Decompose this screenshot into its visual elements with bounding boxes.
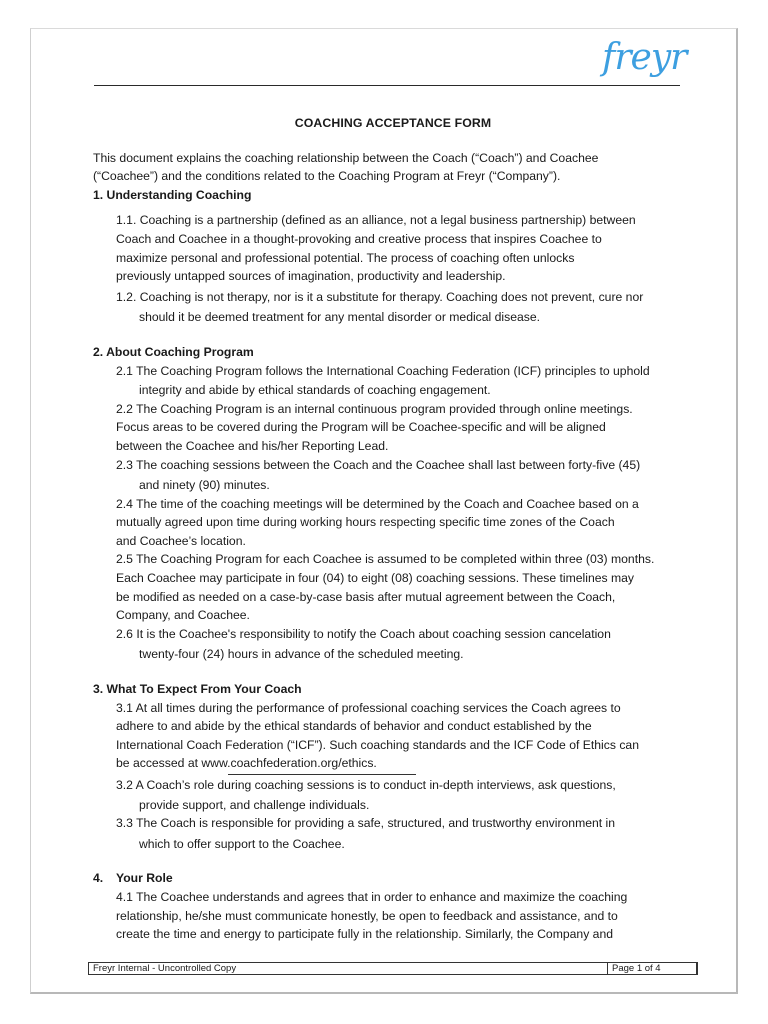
clause-2-5	[116, 550, 693, 624]
clause-line: and Coachee’s location.	[116, 533, 246, 548]
clause-line: 2.3 The coaching sessions between the Coach and the Coachee shall last between forty-five (45)	[116, 457, 641, 472]
clause-line: Coach and Coachee in a thought-provoking and creative process that inspires Coachee to	[116, 231, 602, 246]
clause-4-1	[116, 888, 693, 944]
section-4-title: Your Role	[116, 871, 173, 886]
footer-label: Freyr Internal - Uncontrolled Copy	[93, 963, 237, 974]
clause-line: previously untapped sources of imagination, productivity and leadership.	[116, 269, 506, 284]
clause-line: Each Coachee may participate in four (04) to eight (08) coaching sessions. These timelines may	[116, 571, 635, 586]
clause-2-2	[116, 400, 693, 456]
section-2-heading: 2. About Coaching Program	[93, 344, 254, 359]
clause-continuation: should it be deemed treatment for any mental disorder or medical disease.	[139, 310, 541, 325]
clause-continuation: and ninety (90) minutes.	[139, 478, 270, 493]
clause-line: maximize personal and professional potential. The process of coaching often unlocks	[116, 250, 575, 265]
clause-line: be accessed at www.coachfederation.org/ethics.	[116, 756, 377, 771]
clause-line: 2.2 The Coaching Program is an internal continuous program provided through online meetings.	[116, 401, 633, 416]
clause-line: 2.4 The time of the coaching meetings will be determined by the Coach and Coachee based on a	[116, 496, 639, 511]
clause-2-3	[116, 456, 693, 495]
intro-paragraph	[93, 149, 693, 186]
clause-line: be modified as needed on a case-by-case basis after mutual agreement between the Coach,	[116, 589, 616, 604]
footer	[88, 962, 698, 975]
clause-continuation: twenty-four (24) hours in advance of the scheduled meeting.	[139, 647, 464, 662]
clause-line: 3.1 At all times during the performance of professional coaching services the Coach agrees to	[116, 700, 621, 715]
clause-line: 3.2 A Coach’s role during coaching sessions is to conduct in-depth interviews, ask questions,	[116, 778, 616, 792]
clause-line: 4.1 The Coachee understands and agrees that in order to enhance and maximize the coaching	[116, 889, 628, 904]
clause-line: 1.2. Coaching is not therapy, nor is it a substitute for therapy. Coaching does not prevent, cure nor	[116, 289, 644, 304]
clause-line: adhere to and abide by the ethical standards of behavior and conduct established by the	[116, 719, 592, 734]
section-1-heading: 1. Understanding Coaching	[93, 187, 252, 202]
section-4-heading	[93, 869, 693, 888]
clause-line: 1.1. Coaching is a partnership (defined as an alliance, not a legal business partnership) between	[116, 213, 636, 228]
clause-line: Company, and Coachee.	[116, 608, 250, 623]
link-underline	[228, 774, 416, 775]
clause-line: create the time and energy to participate fully in the relationship. Similarly, the Company and	[116, 927, 614, 942]
clause-line: 3.3 The Coach is responsible for providing a safe, structured, and trustworthy environment in	[116, 816, 616, 831]
freyr-logo: freyr	[602, 37, 687, 78]
clause-line: mutually agreed upon time during working hours respecting specific time zones of the Coach	[116, 515, 615, 530]
page-number: Page 1 of 4	[607, 962, 697, 975]
clause-line: 2.5 The Coaching Program for each Coachee is assumed to be completed within three (03) months.	[116, 552, 655, 567]
clause-2-1	[116, 362, 693, 400]
section-3-heading: 3. What To Expect From Your Coach	[93, 682, 302, 697]
clause-line: 2.6 It is the Coachee's responsibility to notify the Coach about coaching session cancelation	[116, 626, 611, 641]
intro-line: (“Coachee”) and the conditions related to the Coaching Program at Freyr (“Company”).	[93, 169, 561, 184]
clause-continuation: integrity and abide by ethical standards of coaching engagement.	[139, 383, 491, 398]
clause-line: 2.1 The Coaching Program follows the International Coaching Federation (ICF) principles to uphold	[116, 363, 650, 378]
intro-line: This document explains the coaching relationship between the Coach (“Coach”) and Coachee	[93, 150, 599, 165]
clause-2-4	[116, 495, 693, 551]
clause-line: relationship, he/she must communicate honestly, be open to feedback and assistance, and to	[116, 908, 618, 923]
clause-3-3	[116, 814, 693, 853]
section-4-number: 4.	[93, 871, 104, 886]
clause-2-6	[116, 625, 693, 664]
clause-continuation: which to offer support to the Coachee.	[139, 836, 345, 851]
document-title: COACHING ACCEPTANCE FORM	[294, 116, 492, 130]
clause-line: between the Coachee and his/her Reporting Lead.	[116, 438, 389, 453]
clause-3-1	[116, 699, 693, 773]
document-body	[93, 114, 693, 944]
clause-line: International Coach Federation (“ICF”). Such coaching standards and the ICF Code of Ethics can	[116, 737, 639, 752]
clause-3-2	[116, 776, 693, 814]
clause-1-1	[116, 211, 693, 285]
clause-line: Focus areas to be covered during the Program will be Coachee-specific and will be aligned	[116, 420, 606, 435]
header-rule	[94, 85, 680, 86]
clause-1-2	[116, 288, 693, 327]
clause-continuation: provide support, and challenge individuals.	[139, 797, 370, 812]
